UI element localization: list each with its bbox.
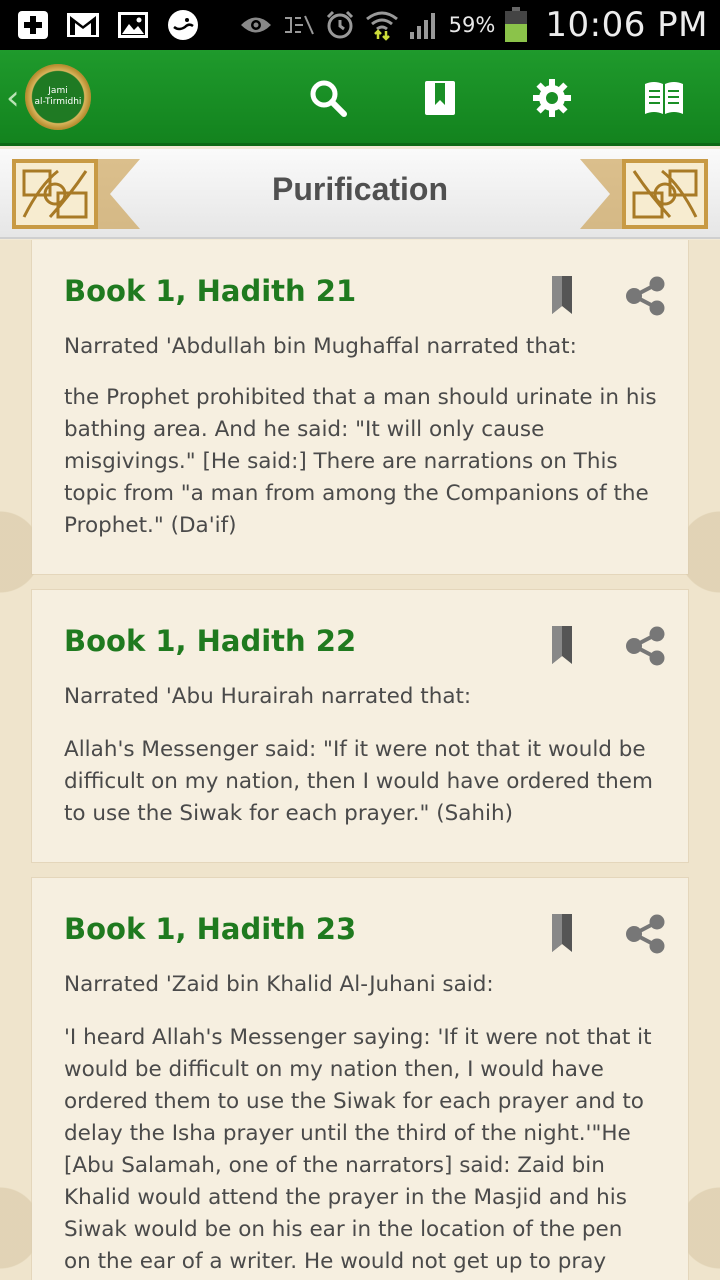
text-line: the Prophet prohibited that a man should urinate in his <box>64 385 657 410</box>
hadith-title: Book 1, Hadith 22 <box>64 624 357 658</box>
bookmarks-icon <box>423 79 457 117</box>
share-icon[interactable] <box>624 626 668 666</box>
search-icon <box>308 78 348 118</box>
battery-icon <box>503 10 529 40</box>
logo-line1: Jami <box>48 86 68 96</box>
status-bar <box>0 0 720 50</box>
settings-icon <box>532 78 572 118</box>
mute-icon <box>281 10 315 40</box>
hadith-card <box>32 590 688 862</box>
hadith-text <box>64 382 664 542</box>
text-line: would be difficult on my nation then, I would have <box>64 1057 604 1082</box>
hadith-narrator: Narrated 'Zaid bin Khalid Al-Juhani said: <box>64 972 494 997</box>
gmail-icon <box>66 10 100 40</box>
battery-percent: 59% <box>448 13 496 37</box>
hadith-text <box>64 734 664 830</box>
hadith-card <box>32 878 688 1280</box>
back-chevron-icon[interactable]: ‹ <box>6 78 20 118</box>
signal-icon <box>407 10 441 40</box>
text-line: on the ear of a writer. He would not get up to pray <box>64 1249 607 1274</box>
hadith-text <box>64 1022 664 1278</box>
settings-button[interactable] <box>528 74 576 122</box>
hadith-card <box>32 240 688 574</box>
hadith-narrator: Narrated 'Abu Hurairah narrated that: <box>64 684 472 709</box>
wifi-icon <box>365 10 399 40</box>
text-line: misgivings." [He said:] There are narrations on This <box>64 449 618 474</box>
text-line: Khalid would attend the prayer in the Masjid and his <box>64 1185 627 1210</box>
page-title: Purification <box>271 171 448 207</box>
bookmark-icon[interactable] <box>552 914 572 952</box>
text-line: 'I heard Allah's Messenger saying: 'If it were not that it <box>64 1025 652 1050</box>
text-line: topic from "a man from among the Companions of the <box>64 481 649 506</box>
action-bar <box>0 50 720 146</box>
hadith-title: Book 1, Hadith 23 <box>64 912 357 946</box>
book-icon <box>643 80 685 116</box>
clock: 10:06 PM <box>545 5 708 45</box>
share-icon[interactable] <box>624 276 668 316</box>
bookmark-icon[interactable] <box>552 626 572 664</box>
text-line: bathing area. And he said: "It will only cause <box>64 417 545 442</box>
hadith-title: Book 1, Hadith 21 <box>64 274 357 308</box>
ornament-right-icon <box>580 155 710 233</box>
eye-icon <box>239 10 273 40</box>
app-logo[interactable] <box>25 64 91 130</box>
alarm-icon <box>323 10 357 40</box>
chapter-title-bar <box>0 149 720 239</box>
search-button[interactable] <box>304 74 352 122</box>
text-line: delay the Isha prayer until the third of the night.'"He <box>64 1121 631 1146</box>
text-line: [Abu Salamah, one of the narrators] said: Zaid bin <box>64 1153 605 1178</box>
text-line: ordered them to use the Siwak for each prayer and to <box>64 1089 644 1114</box>
image-icon <box>116 10 150 40</box>
hadith-narrator: Narrated 'Abdullah bin Mughaffal narrated that: <box>64 334 577 359</box>
text-line: to use the Siwak for each prayer." (Sahih) <box>64 801 514 826</box>
hadith-list[interactable] <box>0 240 720 1280</box>
text-line: Prophet." (Da'if) <box>64 513 237 538</box>
add-box-icon <box>16 10 50 40</box>
text-line: Allah's Messenger said: "If it were not that it would be <box>64 737 646 762</box>
share-icon[interactable] <box>624 914 668 954</box>
text-line: Siwak would be on his ear in the location of the pen <box>64 1217 623 1242</box>
text-line: difficult on my nation, then I would have ordered them <box>64 769 653 794</box>
arabic-app-icon <box>166 10 200 40</box>
book-button[interactable] <box>640 74 688 122</box>
bookmark-icon[interactable] <box>552 276 572 314</box>
bookmarks-button[interactable] <box>416 74 464 122</box>
logo-line2: al-Tirmidhi <box>34 97 82 107</box>
